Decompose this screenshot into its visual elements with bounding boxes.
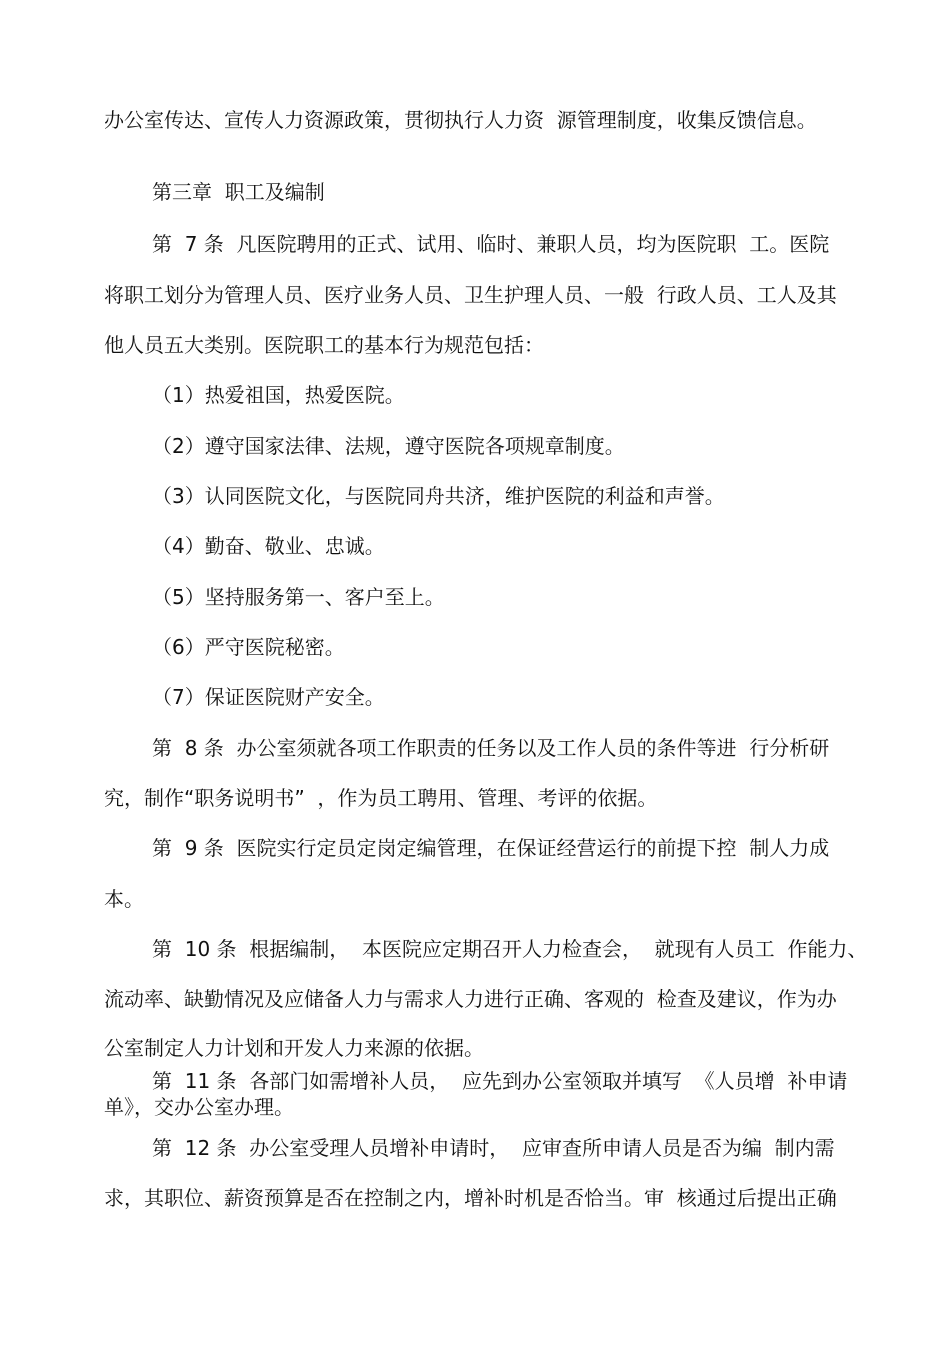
article-10-line-1: 第 10 条 根据编制， 本医院应定期召开人力检查会， 就现有人员工 作能力、	[152, 937, 868, 961]
text-line-1: 办公室传达、宣传人力资源政策，贯彻执行人力资 源管理制度，收集反馈信息。	[104, 108, 817, 132]
article-10-line-3: 公室制定人力计划和开发人力来源的依据。	[104, 1036, 484, 1060]
article-12-line-2: 求，其职位、薪资预算是否在控制之内，增补时机是否恰当。审 核通过后提出正确	[104, 1186, 837, 1210]
article-11-line-2: 单》，交办公室办理。	[104, 1095, 294, 1119]
conduct-item-4: （4）勤奋、敬业、忠诚。	[152, 534, 385, 558]
article-7-line-3: 他人员五大类别。医院职工的基本行为规范包括：	[104, 333, 544, 357]
article-7-line-2: 将职工划分为管理人员、医疗业务人员、卫生护理人员、一般 行政人员、工人及其	[104, 283, 837, 307]
article-7-line-1: 第 7 条 凡医院聘用的正式、试用、临时、兼职人员，均为医院职 工。医院	[152, 232, 830, 256]
conduct-item-5: （5）坚持服务第一、客户至上。	[152, 585, 445, 609]
article-10-line-2: 流动率、缺勤情况及应储备人力与需求人力进行正确、客观的 检查及建议，作为办	[104, 987, 837, 1011]
chapter-heading: 第三章 职工及编制	[152, 180, 325, 204]
article-8-line-2: 究，制作“职务说明书” ，作为员工聘用、管理、考评的依据。	[104, 786, 658, 810]
article-11-line-1: 第 11 条 各部门如需增补人员， 应先到办公室领取并填写 《人员增 补申请	[152, 1069, 848, 1093]
conduct-item-1: （1）热爱祖国，热爱医院。	[152, 383, 405, 407]
article-9-line-2: 本。	[104, 887, 144, 911]
article-9-line-1: 第 9 条 医院实行定员定岗定编管理，在保证经营运行的前提下控 制人力成	[152, 836, 830, 860]
conduct-item-2: （2）遵守国家法律、法规，遵守医院各项规章制度。	[152, 434, 625, 458]
conduct-item-3: （3）认同医院文化，与医院同舟共济，维护医院的利益和声誉。	[152, 484, 725, 508]
conduct-item-6: （6）严守医院秘密。	[152, 635, 345, 659]
article-8-line-1: 第 8 条 办公室须就各项工作职责的任务以及工作人员的条件等进 行分析研	[152, 736, 830, 760]
article-12-line-1: 第 12 条 办公室受理人员增补申请时， 应审查所申请人员是否为编 制内需	[152, 1136, 835, 1160]
conduct-item-7: （7）保证医院财产安全。	[152, 685, 385, 709]
